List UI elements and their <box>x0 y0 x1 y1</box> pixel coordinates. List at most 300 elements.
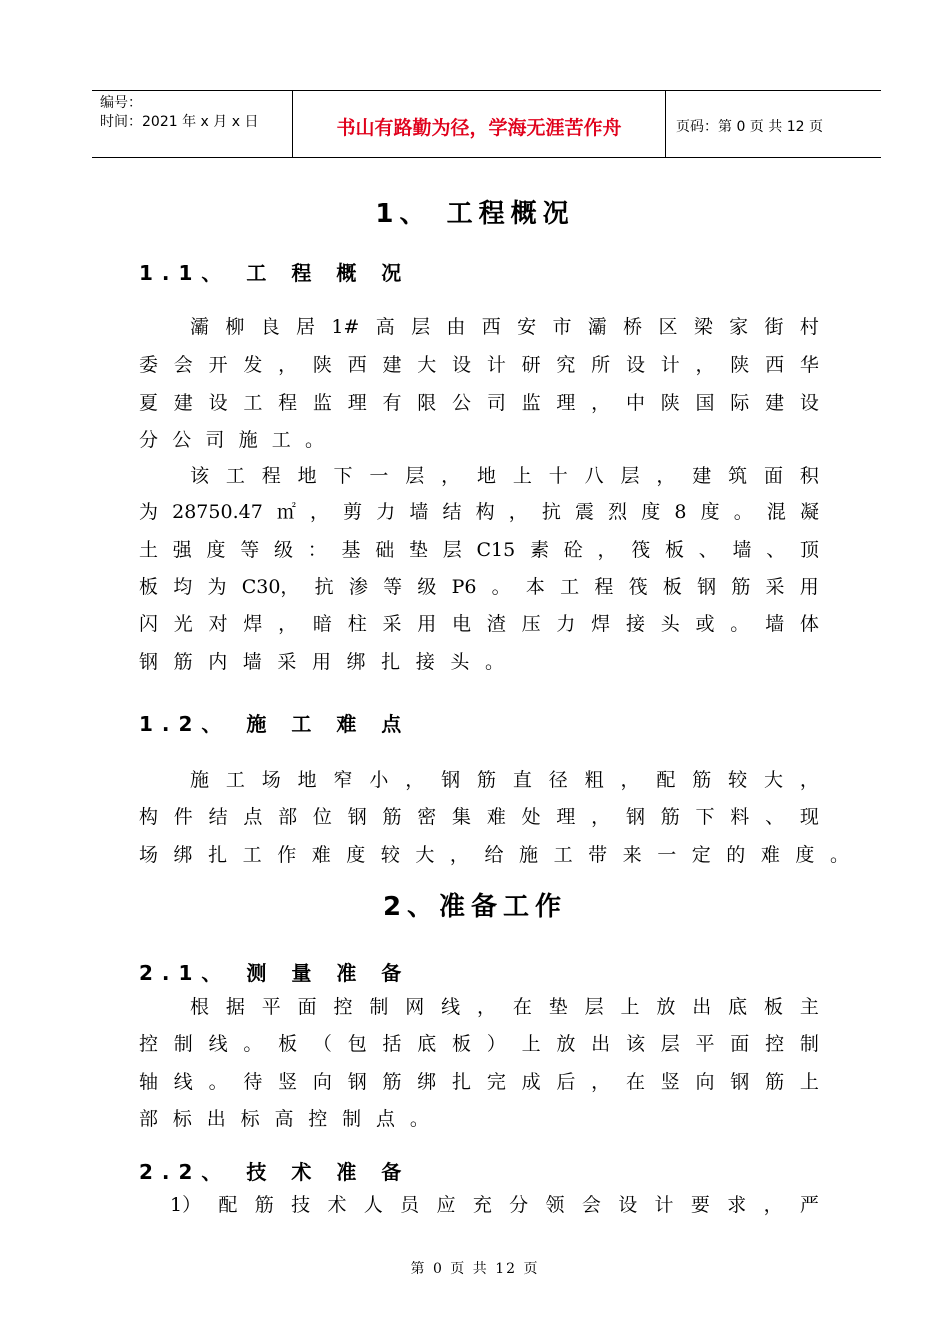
text-token: 。 <box>730 613 750 635</box>
header-page-number: 页码：第 0 页 共 12 页 <box>676 118 823 135</box>
text-token: 作 <box>277 844 297 866</box>
text-token: ， <box>591 1071 611 1093</box>
text-token: 头 <box>660 613 680 635</box>
text-token: 或 <box>695 613 715 635</box>
text-token: 分 <box>139 429 159 451</box>
text-token: 街 <box>764 316 784 338</box>
paragraph-line <box>190 464 819 488</box>
text-token: 钢 <box>347 806 367 828</box>
text-token: 点 <box>376 1108 396 1130</box>
text-token: 配 <box>218 1194 238 1216</box>
text-token: 筋 <box>660 806 680 828</box>
text-token: 板 <box>139 576 159 598</box>
text-token: ， <box>278 613 298 635</box>
text-token: 钢 <box>139 651 159 673</box>
document-time-label: 时间：2021 年 x 月 x 日 <box>100 114 259 130</box>
paragraph-line <box>139 1070 819 1094</box>
paragraph-line <box>139 843 849 867</box>
text-token: 底 <box>728 996 748 1018</box>
text-token: 筏 <box>631 539 651 561</box>
text-token: 层 <box>584 996 604 1018</box>
line-text <box>139 1070 819 1094</box>
text-token: 标 <box>240 1108 260 1130</box>
text-token: 度 <box>700 501 720 523</box>
text-token: 、 <box>765 806 785 828</box>
text-token: 出 <box>206 1108 226 1130</box>
paragraph-line <box>190 995 819 1019</box>
text-token: 剪 <box>343 501 363 523</box>
text-token: 完 <box>486 1071 506 1093</box>
text-token: 抗 <box>541 501 561 523</box>
text-token: 、 <box>766 539 786 561</box>
text-token: 柱 <box>347 613 367 635</box>
text-token: 建 <box>173 392 193 414</box>
text-token: 设 <box>625 354 645 376</box>
text-token: 设 <box>208 392 228 414</box>
text-token: 采 <box>382 613 402 635</box>
text-token: 本 <box>525 576 545 598</box>
text-token: 计 <box>486 354 506 376</box>
text-token: 制 <box>799 1033 819 1055</box>
text-token: 。 <box>484 651 504 673</box>
text-token: 下 <box>695 806 715 828</box>
text-token: 标 <box>172 1108 192 1130</box>
text-token: 钢 <box>625 806 645 828</box>
text-token: 用 <box>311 651 331 673</box>
text-token: ， <box>405 769 425 791</box>
text-token: 接 <box>625 613 645 635</box>
text-token: 带 <box>588 844 608 866</box>
line-text <box>170 1193 819 1217</box>
text-token: 件 <box>173 806 193 828</box>
text-token: 设 <box>618 1194 638 1216</box>
text-token: 小 <box>369 769 389 791</box>
text-token: 由 <box>446 316 466 338</box>
text-token: 出 <box>692 996 712 1018</box>
paragraph-line <box>139 1032 819 1056</box>
text-token: 包 <box>347 1033 367 1055</box>
paragraph-line <box>139 428 324 452</box>
text-token: 筋 <box>173 651 193 673</box>
text-token: 灞 <box>587 316 607 338</box>
text-token: 计 <box>654 1194 674 1216</box>
text-token: 工 <box>271 429 291 451</box>
section-title-2-2: 2.2、 技 术 准 备 <box>139 1160 411 1184</box>
text-token: 线 <box>441 996 461 1018</box>
text-token: 夏 <box>139 392 159 414</box>
text-token: 施 <box>190 769 210 791</box>
text-token: 放 <box>556 1033 576 1055</box>
text-token: C15 <box>476 539 516 561</box>
line-text <box>139 1032 819 1056</box>
text-token: 上 <box>620 996 640 1018</box>
text-token: 强 <box>172 539 192 561</box>
text-token: 工 <box>225 769 245 791</box>
text-token: 控 <box>765 1033 785 1055</box>
text-token: 工 <box>553 844 573 866</box>
text-token: 出 <box>591 1033 611 1055</box>
text-token: P6 <box>451 576 477 598</box>
text-token: 上 <box>521 1033 541 1055</box>
text-token: 墙 <box>242 651 262 673</box>
text-token: 居 <box>296 316 316 338</box>
text-token: 向 <box>695 1071 715 1093</box>
text-token: ， <box>620 769 640 791</box>
text-token: 钢 <box>730 1071 750 1093</box>
text-token: ， <box>591 806 611 828</box>
text-token: 等 <box>240 539 260 561</box>
text-token: 梁 <box>693 316 713 338</box>
text-token: 平 <box>695 1033 715 1055</box>
text-token: 扎 <box>208 844 228 866</box>
text-token: 基 <box>341 539 361 561</box>
text-token: 力 <box>556 613 576 635</box>
text-token: 主 <box>799 996 819 1018</box>
text-token: 集 <box>452 806 472 828</box>
text-token: 难 <box>486 806 506 828</box>
line-text <box>190 464 819 488</box>
text-token: 该 <box>625 1033 645 1055</box>
text-token: 筏 <box>628 576 648 598</box>
text-token: 。 <box>208 1071 228 1093</box>
text-token: 土 <box>139 539 159 561</box>
text-token: 绑 <box>173 844 193 866</box>
text-token: 所 <box>591 354 611 376</box>
text-token: 力 <box>376 501 396 523</box>
text-token: 人 <box>363 1194 383 1216</box>
text-token: 难 <box>311 844 331 866</box>
text-token: 采 <box>277 651 297 673</box>
text-token: 公 <box>172 429 192 451</box>
text-token: 焊 <box>243 613 263 635</box>
text-token: 西 <box>347 354 367 376</box>
text-token: 制 <box>173 1033 193 1055</box>
text-token: 板 <box>764 996 784 1018</box>
text-token: 陕 <box>660 392 680 414</box>
text-token: 度 <box>346 844 366 866</box>
text-token: 面 <box>730 1033 750 1055</box>
paragraph-line <box>139 391 819 415</box>
text-token: ， <box>597 539 617 561</box>
text-token: 理 <box>556 806 576 828</box>
text-token: 程 <box>594 576 614 598</box>
text-token: 板 <box>452 1033 472 1055</box>
text-token: 陕 <box>730 354 750 376</box>
text-token: ， <box>441 465 461 487</box>
text-token: 括 <box>382 1033 402 1055</box>
section-title-2-1: 2.1、 测 量 准 备 <box>139 961 411 985</box>
text-token: 市 <box>552 316 572 338</box>
text-token: 砼 <box>563 539 583 561</box>
text-token: ， <box>656 465 676 487</box>
text-token: 分 <box>509 1194 529 1216</box>
text-token: 监 <box>521 392 541 414</box>
text-token: 。 <box>491 576 511 598</box>
text-token: 一 <box>657 844 677 866</box>
text-token: 筋 <box>765 1071 785 1093</box>
text-token: 华 <box>799 354 819 376</box>
document-number-label: 编号： <box>100 95 142 111</box>
text-token: 待 <box>243 1071 263 1093</box>
line-text <box>190 315 819 339</box>
text-token: 墙 <box>732 539 752 561</box>
text-token: 桥 <box>623 316 643 338</box>
text-token: 点 <box>243 806 263 828</box>
text-token: 素 <box>529 539 549 561</box>
line-text <box>139 500 819 524</box>
paragraph-line <box>190 768 819 792</box>
text-token: 控 <box>308 1108 328 1130</box>
text-token: 绑 <box>346 651 366 673</box>
text-token: ， <box>695 354 715 376</box>
text-token: 际 <box>730 392 750 414</box>
text-token: 结 <box>208 806 228 828</box>
text-token: 墙 <box>409 501 429 523</box>
text-token: 为 <box>207 576 227 598</box>
text-token: 有 <box>382 392 402 414</box>
paragraph-line <box>139 612 819 636</box>
text-token: 在 <box>512 996 532 1018</box>
text-token: 。 <box>243 1033 263 1055</box>
text-token: 会 <box>581 1194 601 1216</box>
text-token: 电 <box>452 613 472 635</box>
line-text <box>139 428 324 452</box>
text-token: 设 <box>799 392 819 414</box>
text-token: 中 <box>625 392 645 414</box>
text-token: 家 <box>729 316 749 338</box>
paragraph-line <box>190 315 819 339</box>
text-token: 究 <box>556 354 576 376</box>
text-token: 密 <box>417 806 437 828</box>
line-text <box>139 353 819 377</box>
text-token: 大 <box>764 769 784 791</box>
text-token: 应 <box>436 1194 456 1216</box>
text-token: 监 <box>312 392 332 414</box>
text-token: 钢 <box>347 1071 367 1093</box>
text-token: 为 <box>139 501 159 523</box>
text-token: 结 <box>442 501 462 523</box>
text-token: 下 <box>333 465 353 487</box>
text-token: 网 <box>405 996 425 1018</box>
text-token: 来 <box>622 844 642 866</box>
text-token: 面 <box>764 465 784 487</box>
line-text <box>190 768 819 792</box>
text-token: 烈 <box>608 501 628 523</box>
text-token: 位 <box>312 806 332 828</box>
text-token: 、 <box>698 539 718 561</box>
text-token: 国 <box>695 392 715 414</box>
text-token: 工 <box>243 392 263 414</box>
text-token: 安 <box>517 316 537 338</box>
text-token: 地 <box>297 769 317 791</box>
line-text <box>139 1107 429 1131</box>
text-token: 直 <box>512 769 532 791</box>
text-token: 均 <box>173 576 193 598</box>
text-token: 建 <box>765 392 785 414</box>
text-token: 公 <box>452 392 472 414</box>
line-text <box>139 538 819 562</box>
text-token: 理 <box>347 392 367 414</box>
text-token: 渣 <box>486 613 506 635</box>
text-token: 垫 <box>548 996 568 1018</box>
line-text <box>139 391 819 415</box>
text-token: 28750.47 <box>172 501 263 523</box>
text-token: 给 <box>484 844 504 866</box>
text-token: 放 <box>656 996 676 1018</box>
text-token: 高 <box>375 316 395 338</box>
text-token: 计 <box>660 354 680 376</box>
text-token: 级 <box>274 539 294 561</box>
paragraph-line <box>139 538 819 562</box>
paragraph-line <box>139 1107 429 1131</box>
text-token: 该 <box>190 465 210 487</box>
text-token: 扎 <box>381 651 401 673</box>
text-token: 层 <box>660 1033 680 1055</box>
text-token: 对 <box>208 613 228 635</box>
text-token: ， <box>799 769 819 791</box>
text-token: 要 <box>690 1194 710 1216</box>
line-text <box>139 843 849 867</box>
text-token: 粗 <box>584 769 604 791</box>
page-footer: 第 0 页 共 12 页 <box>410 1261 540 1277</box>
text-token: 限 <box>417 392 437 414</box>
text-token: 后 <box>556 1071 576 1093</box>
text-token: 制 <box>369 996 389 1018</box>
text-token: 8 <box>674 501 687 523</box>
text-token: 上 <box>799 1071 819 1093</box>
text-token: 积 <box>799 465 819 487</box>
text-token: 大 <box>415 844 435 866</box>
text-token: ， <box>449 844 469 866</box>
text-token: 程 <box>278 392 298 414</box>
line-text <box>139 650 504 674</box>
text-token: 根 <box>190 996 210 1018</box>
paragraph-line <box>139 805 819 829</box>
text-token: 度 <box>641 501 661 523</box>
text-token: 发 <box>243 354 263 376</box>
text-token: 。 <box>304 429 324 451</box>
text-token: 底 <box>417 1033 437 1055</box>
text-token: 十 <box>548 465 568 487</box>
section-title-1-2: 1.2、 施 工 难 点 <box>139 712 411 736</box>
text-token: 钢 <box>441 769 461 791</box>
text-token: 向 <box>312 1071 332 1093</box>
text-token: 接 <box>415 651 435 673</box>
text-token: 施 <box>238 429 258 451</box>
text-token: 凝 <box>799 501 819 523</box>
text-token: 场 <box>261 769 281 791</box>
text-token: 定 <box>691 844 711 866</box>
text-token: 线 <box>208 1033 228 1055</box>
text-token: 较 <box>728 769 748 791</box>
text-token: 墙 <box>765 613 785 635</box>
text-token: 层 <box>620 465 640 487</box>
text-token: 筋 <box>254 1194 274 1216</box>
text-token: 窄 <box>333 769 353 791</box>
page-header <box>92 90 881 158</box>
text-token: 西 <box>481 316 501 338</box>
text-token: 求 <box>727 1194 747 1216</box>
text-token: 平 <box>261 996 281 1018</box>
text-token: 层 <box>411 316 431 338</box>
text-token: 制 <box>342 1108 362 1130</box>
paragraph-line <box>139 650 504 674</box>
text-token: 筋 <box>477 769 497 791</box>
text-token: 内 <box>208 651 228 673</box>
chapter-title-1: 1、 工程概况 <box>375 199 575 229</box>
text-token: 板 <box>278 1033 298 1055</box>
text-token: 构 <box>475 501 495 523</box>
text-token: 抗 <box>314 576 334 598</box>
text-token: 会 <box>173 354 193 376</box>
text-token: 1# <box>331 316 360 338</box>
text-token: 板 <box>662 576 682 598</box>
text-token: 轴 <box>139 1071 159 1093</box>
text-token: C30， <box>241 576 300 598</box>
text-token: 筋 <box>382 1071 402 1093</box>
line-text <box>139 805 819 829</box>
text-token: 渗 <box>348 576 368 598</box>
text-token: 控 <box>333 996 353 1018</box>
text-token: 区 <box>658 316 678 338</box>
text-token: 部 <box>278 806 298 828</box>
text-token: 柳 <box>225 316 245 338</box>
text-token: 术 <box>327 1194 347 1216</box>
text-token: ） <box>486 1033 506 1055</box>
text-token: 面 <box>297 996 317 1018</box>
header-meta <box>92 91 293 157</box>
text-token: 上 <box>512 465 532 487</box>
text-token: ， <box>763 1194 783 1216</box>
text-token: 料 <box>730 806 750 828</box>
text-token: ， <box>591 392 611 414</box>
line-text <box>139 575 819 599</box>
text-token: 一 <box>369 465 389 487</box>
text-token: 领 <box>545 1194 565 1216</box>
paragraph-line <box>139 500 819 524</box>
text-token: 工 <box>225 465 245 487</box>
text-token: 严 <box>799 1194 819 1216</box>
text-token: ㎡ <box>276 501 296 523</box>
text-token: 绑 <box>417 1071 437 1093</box>
text-token: 光 <box>173 613 193 635</box>
text-token: ， <box>278 354 298 376</box>
text-token: 头 <box>450 651 470 673</box>
text-token: 技 <box>291 1194 311 1216</box>
text-token: 暗 <box>312 613 332 635</box>
text-token: ， <box>477 996 497 1018</box>
paragraph-line <box>139 575 819 599</box>
text-token: 压 <box>521 613 541 635</box>
text-token: 用 <box>417 613 437 635</box>
text-token: 较 <box>380 844 400 866</box>
text-token: 采 <box>765 576 785 598</box>
text-token: 西 <box>765 354 785 376</box>
paragraph-line <box>139 353 819 377</box>
text-token: 大 <box>417 354 437 376</box>
text-token: 研 <box>521 354 541 376</box>
text-token: （ <box>312 1033 332 1055</box>
text-token: 司 <box>205 429 225 451</box>
text-token: 筑 <box>728 465 748 487</box>
text-token: 板 <box>664 539 684 561</box>
text-token: ， <box>310 501 330 523</box>
text-token: 建 <box>382 354 402 376</box>
text-token: 扎 <box>452 1071 472 1093</box>
text-token: 层 <box>442 539 462 561</box>
text-token: 控 <box>139 1033 159 1055</box>
text-token: 处 <box>521 806 541 828</box>
